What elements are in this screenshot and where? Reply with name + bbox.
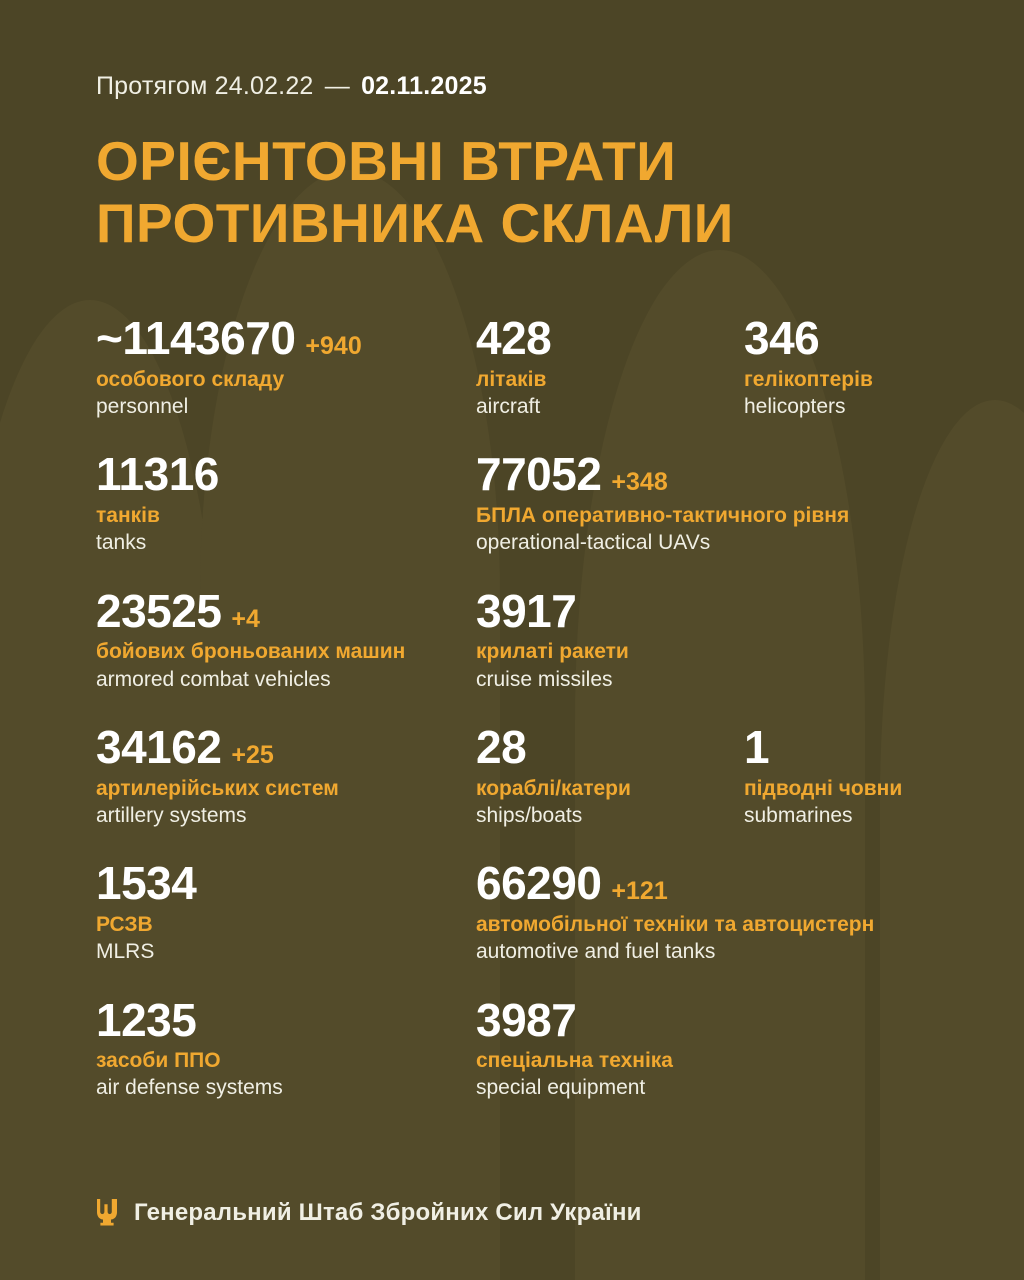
stat-delta: +348 [611,468,668,497]
stat-label-en: MLRS [96,940,155,964]
stat-label-ua: РСЗВ [96,912,153,936]
stat-value-group [476,993,1024,1046]
stat-label-ua: танків [96,504,160,528]
stat-value: 1235 [96,993,197,1046]
stat-value-group [96,720,476,773]
stat-label-ua: БПЛА оперативно-тактичного рівня [476,504,850,528]
stat-value: 34162 [96,720,222,773]
stat-value-group [744,314,873,364]
stat-value-group [476,859,1024,909]
stat-item-ships [476,720,744,829]
stat-label-ua: кораблі/катери [476,776,631,800]
stat-value: 66290 [476,857,602,910]
date-range-start: Протягом 24.02.22 [96,72,314,100]
stat-delta: +940 [305,332,362,361]
stat-label-en: operational-tactical UAVs [476,531,711,555]
stat-value: 346 [744,312,820,365]
stats-row [96,859,928,965]
stat-item-armored-vehicles [96,584,476,693]
stat-label-ua: літаків [476,367,547,391]
stat-value: 28 [476,720,527,773]
stat-label-en: aircraft [476,395,541,419]
stat-value: ~1143670 [96,312,296,365]
stat-label-ua: бойових броньованих машин [96,640,406,664]
stat-item-tanks [96,450,476,556]
stat-item-automotive [476,859,1024,965]
stat-label-en: automotive and fuel tanks [476,940,716,964]
stat-value-group [476,314,744,364]
stat-item-submarines [744,720,903,829]
stat-label-en: personnel [96,395,189,419]
stats-row [96,314,928,420]
stat-value: 77052 [476,448,602,501]
stat-label-en: artillery systems [96,803,247,827]
stat-label-ua: автомобільної техніки та автоцистерн [476,912,875,936]
stat-label-ua: засоби ППО [96,1049,221,1073]
date-range [96,0,928,101]
stat-label-en: ships/boats [476,803,583,827]
stat-value: 1534 [96,857,197,910]
stat-label-en: armored combat vehicles [96,667,331,691]
stat-item-mlrs [96,859,476,965]
stat-label-ua: підводні човни [744,776,903,800]
stat-value-group [96,859,476,909]
stat-delta: +4 [231,604,260,633]
stat-value-group [476,584,1024,637]
stat-delta: +25 [231,740,274,769]
stat-delta: +121 [611,877,668,906]
stat-value-group [744,720,902,773]
stat-item-air-defense [96,993,476,1102]
stat-item-cruise-missiles [476,584,1024,693]
stat-label-ua: особового складу [96,367,285,391]
stat-item-artillery [96,720,476,829]
stat-value-group [476,720,744,773]
stats-row [96,993,928,1102]
stat-label-ua: крилаті ракети [476,640,629,664]
stat-value-group [96,584,476,637]
stat-item-aircraft [476,314,744,420]
stat-value: 1 [744,720,770,773]
stat-value: 428 [476,312,552,365]
stat-label-en: air defense systems [96,1076,283,1100]
stat-label-ua: спеціальна техніка [476,1049,673,1073]
stat-item-special-equipment [476,993,1024,1102]
stat-value-group [96,450,476,500]
stat-value-group [96,993,476,1046]
stat-label-en: tanks [96,531,147,555]
stat-value-group [96,314,476,364]
footer [96,1198,642,1228]
stat-label-en: cruise missiles [476,667,613,691]
stat-item-helicopters [744,314,873,420]
footer-text: Генеральний Штаб Збройних Сил України [134,1199,642,1226]
page-title [96,131,928,254]
stat-item-uavs [476,450,1024,556]
stats-row [96,450,928,556]
stats-row [96,720,928,829]
stats-row [96,584,928,693]
stat-label-ua: артилерійських систем [96,776,339,800]
trident-icon [96,1198,118,1228]
date-range-dash: — [324,72,350,100]
stat-value-group [476,450,1024,500]
stat-value: 11316 [96,448,219,501]
stat-label-ua: гелікоптерів [744,367,873,391]
stat-label-en: helicopters [744,395,846,419]
stat-value: 3917 [476,584,577,637]
stat-item-personnel [96,314,476,420]
stat-label-en: special equipment [476,1076,646,1100]
stat-label-en: submarines [744,803,853,827]
stat-value: 23525 [96,584,222,637]
losses-stats-grid [96,314,928,1102]
page-title-line-1: ОРІЄНТОВНІ ВТРАТИ [96,130,677,192]
stat-value: 3987 [476,993,577,1046]
date-range-end: 02.11.2025 [361,72,487,100]
page-title-line-2: ПРОТИВНИКА СКЛАЛИ [96,191,734,254]
